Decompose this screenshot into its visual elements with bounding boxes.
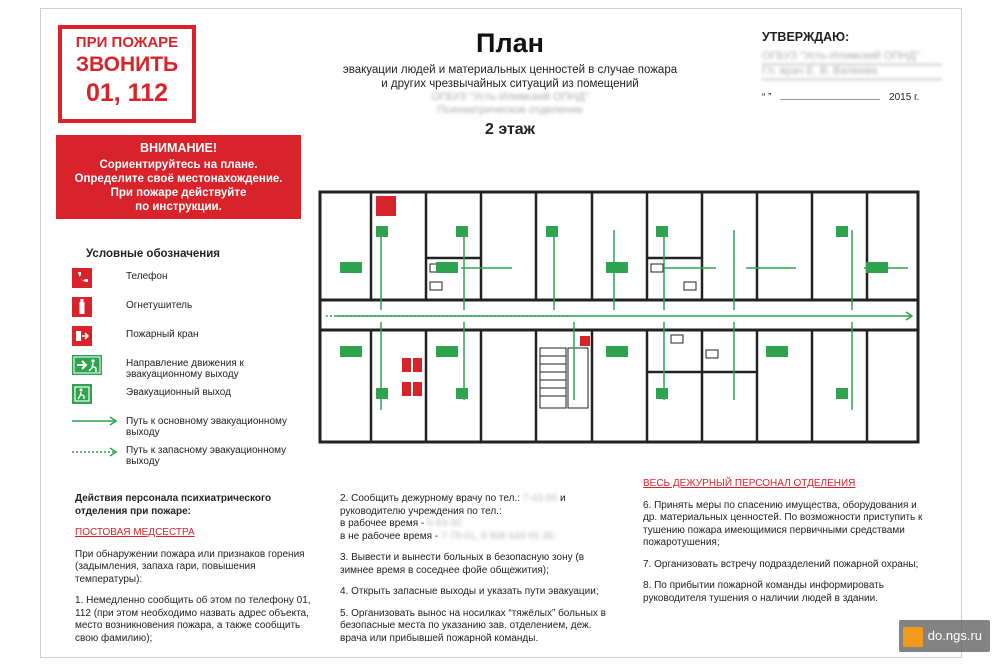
approval-year: 2015 г. [889, 92, 920, 103]
instruction-text: 7. Организовать встречу подразделений пожарной охраны; [643, 558, 919, 570]
approval-date [762, 92, 952, 103]
subtitle-line2: и других чрезвычайных ситуаций из помещений [381, 78, 639, 90]
instruction-text: 6. Принять меры по спасению имущества, оборудования и др. материальных ценностей. По возможности приступить к тушению пожара имеющимися первичными средствами пожаротушения; [643, 499, 923, 548]
instruction-text: 1. Немедленно сообщить об этом по телефону 01, 112 (при этом необходимо назвать адрес объекта, место возникновения пожара, а также сообщить свою фамилию); [75, 595, 311, 644]
fire-hydrant-icon [70, 326, 94, 346]
watermark [899, 620, 990, 652]
legend-item [70, 440, 300, 469]
page-title: План [476, 28, 544, 58]
attention-box [56, 135, 301, 219]
floor-plan [316, 190, 920, 444]
legend-item [70, 266, 300, 295]
site-logo-icon [903, 627, 923, 647]
phone-number: 7-43-86 [522, 493, 558, 504]
legend-item [70, 324, 300, 353]
legend-label: Путь к запасному эвакуационному выходу [126, 445, 287, 467]
attention-title: ВНИМАНИЕ! [140, 141, 217, 155]
phone-number: 7-75-01, 8 908 649 65 35; [440, 530, 556, 542]
legend-label: Огнетушитель [126, 300, 193, 311]
fire-call-line2: ЗВОНИТЬ [75, 53, 179, 76]
phone-icon [70, 268, 94, 288]
attention-line: по инструкции. [135, 201, 222, 213]
fire-call-box [58, 25, 196, 123]
legend-item [70, 382, 300, 411]
fire-call-number: 01, 112 [85, 79, 169, 107]
dashed-path-icon [70, 442, 122, 462]
instructions-heading: Действия персонала психиатрического отделения при пожаре: [75, 493, 272, 517]
legend-label: Направление движения к эвакуационному выходу [126, 358, 244, 380]
legend-item [70, 295, 300, 324]
plan-header [300, 28, 720, 139]
floor-label: 2 этаж [484, 121, 536, 138]
instruction-text: 3. Вывести и вынести больных в безопасную зону (в зимнее время в соседнее фойе общежития); [340, 552, 585, 576]
exit-direction-icon [70, 355, 104, 375]
instructions-col3 [643, 478, 933, 614]
phone-number: 6-63-30 [427, 518, 462, 529]
legend-label: Пожарный кран [126, 329, 199, 340]
instruction-line: в не рабочее время - [340, 530, 439, 542]
instruction-line: 2. Сообщить дежурному врачу по тел.: [340, 493, 521, 504]
legend [70, 248, 300, 469]
fire-call-line1: ПРИ ПОЖАРЕ [75, 34, 179, 51]
org-line: ОГБУЗ "Усть-Илимский ОПНД" [431, 91, 589, 103]
instruction-text: 4. Открыть запасные выходы и указать пути эвакуации; [340, 586, 599, 597]
instruction-text: 8. По прибытии пожарной команды информировать руководителя тушения о наличии людей в здании. [643, 580, 884, 604]
instruction-text: При обнаружении пожара или признаков горения (задымления, запаха гари, повышения температуры): [75, 548, 305, 585]
watermark-text: do.ngs.ru [927, 628, 982, 643]
dept-line: Психиатрическое отделение [437, 104, 583, 116]
instruction-line: в рабочее время - [340, 518, 425, 529]
attention-line: Сориентируйтесь на плане. [99, 159, 258, 171]
solid-path-icon [70, 413, 122, 433]
legend-item [70, 411, 300, 440]
approval-heading: УТВЕРЖДАЮ: [762, 30, 850, 44]
legend-item [70, 353, 300, 382]
extinguisher-icon [70, 297, 94, 317]
approval-block [762, 30, 952, 103]
legend-label: Эвакуационный выход [126, 387, 231, 398]
attention-line: При пожаре действуйте [110, 187, 247, 199]
approval-org: ОГБУЗ "Усть-Илимский ОПНД" [762, 50, 942, 65]
role-nurse: ПОСТОВАЯ МЕДСЕСТРА [75, 527, 195, 538]
instructions-col2 [340, 493, 620, 654]
instruction-text [340, 493, 620, 543]
legend-label: Путь к основному эвакуационному выходу [126, 416, 287, 438]
subtitle-line1: эвакуации людей и материальных ценностей в случае пожара [342, 64, 678, 76]
role-all-staff: ВЕСЬ ДЕЖУРНЫЙ ПЕРСОНАЛ ОТДЕЛЕНИЯ [643, 478, 856, 489]
instruction-text: 5. Организовать вынос на носилках “тяжёлых” больных в безопасные места по указанию зав. отделением, деж. врача или прибывшей пожарной команды. [340, 607, 606, 644]
legend-label: Телефон [126, 271, 168, 282]
attention-line: Определите своё местонахождение. [74, 173, 283, 185]
instructions-col1 [75, 493, 315, 654]
date-quotes: “ ” [762, 92, 772, 103]
exit-icon [70, 384, 94, 404]
approval-signer: Гл. врач Е. В. Валеева [762, 65, 942, 80]
legend-title: Условные обозначения [86, 248, 221, 260]
instruction-line: и руководителю учреждения по тел.: [340, 493, 566, 517]
